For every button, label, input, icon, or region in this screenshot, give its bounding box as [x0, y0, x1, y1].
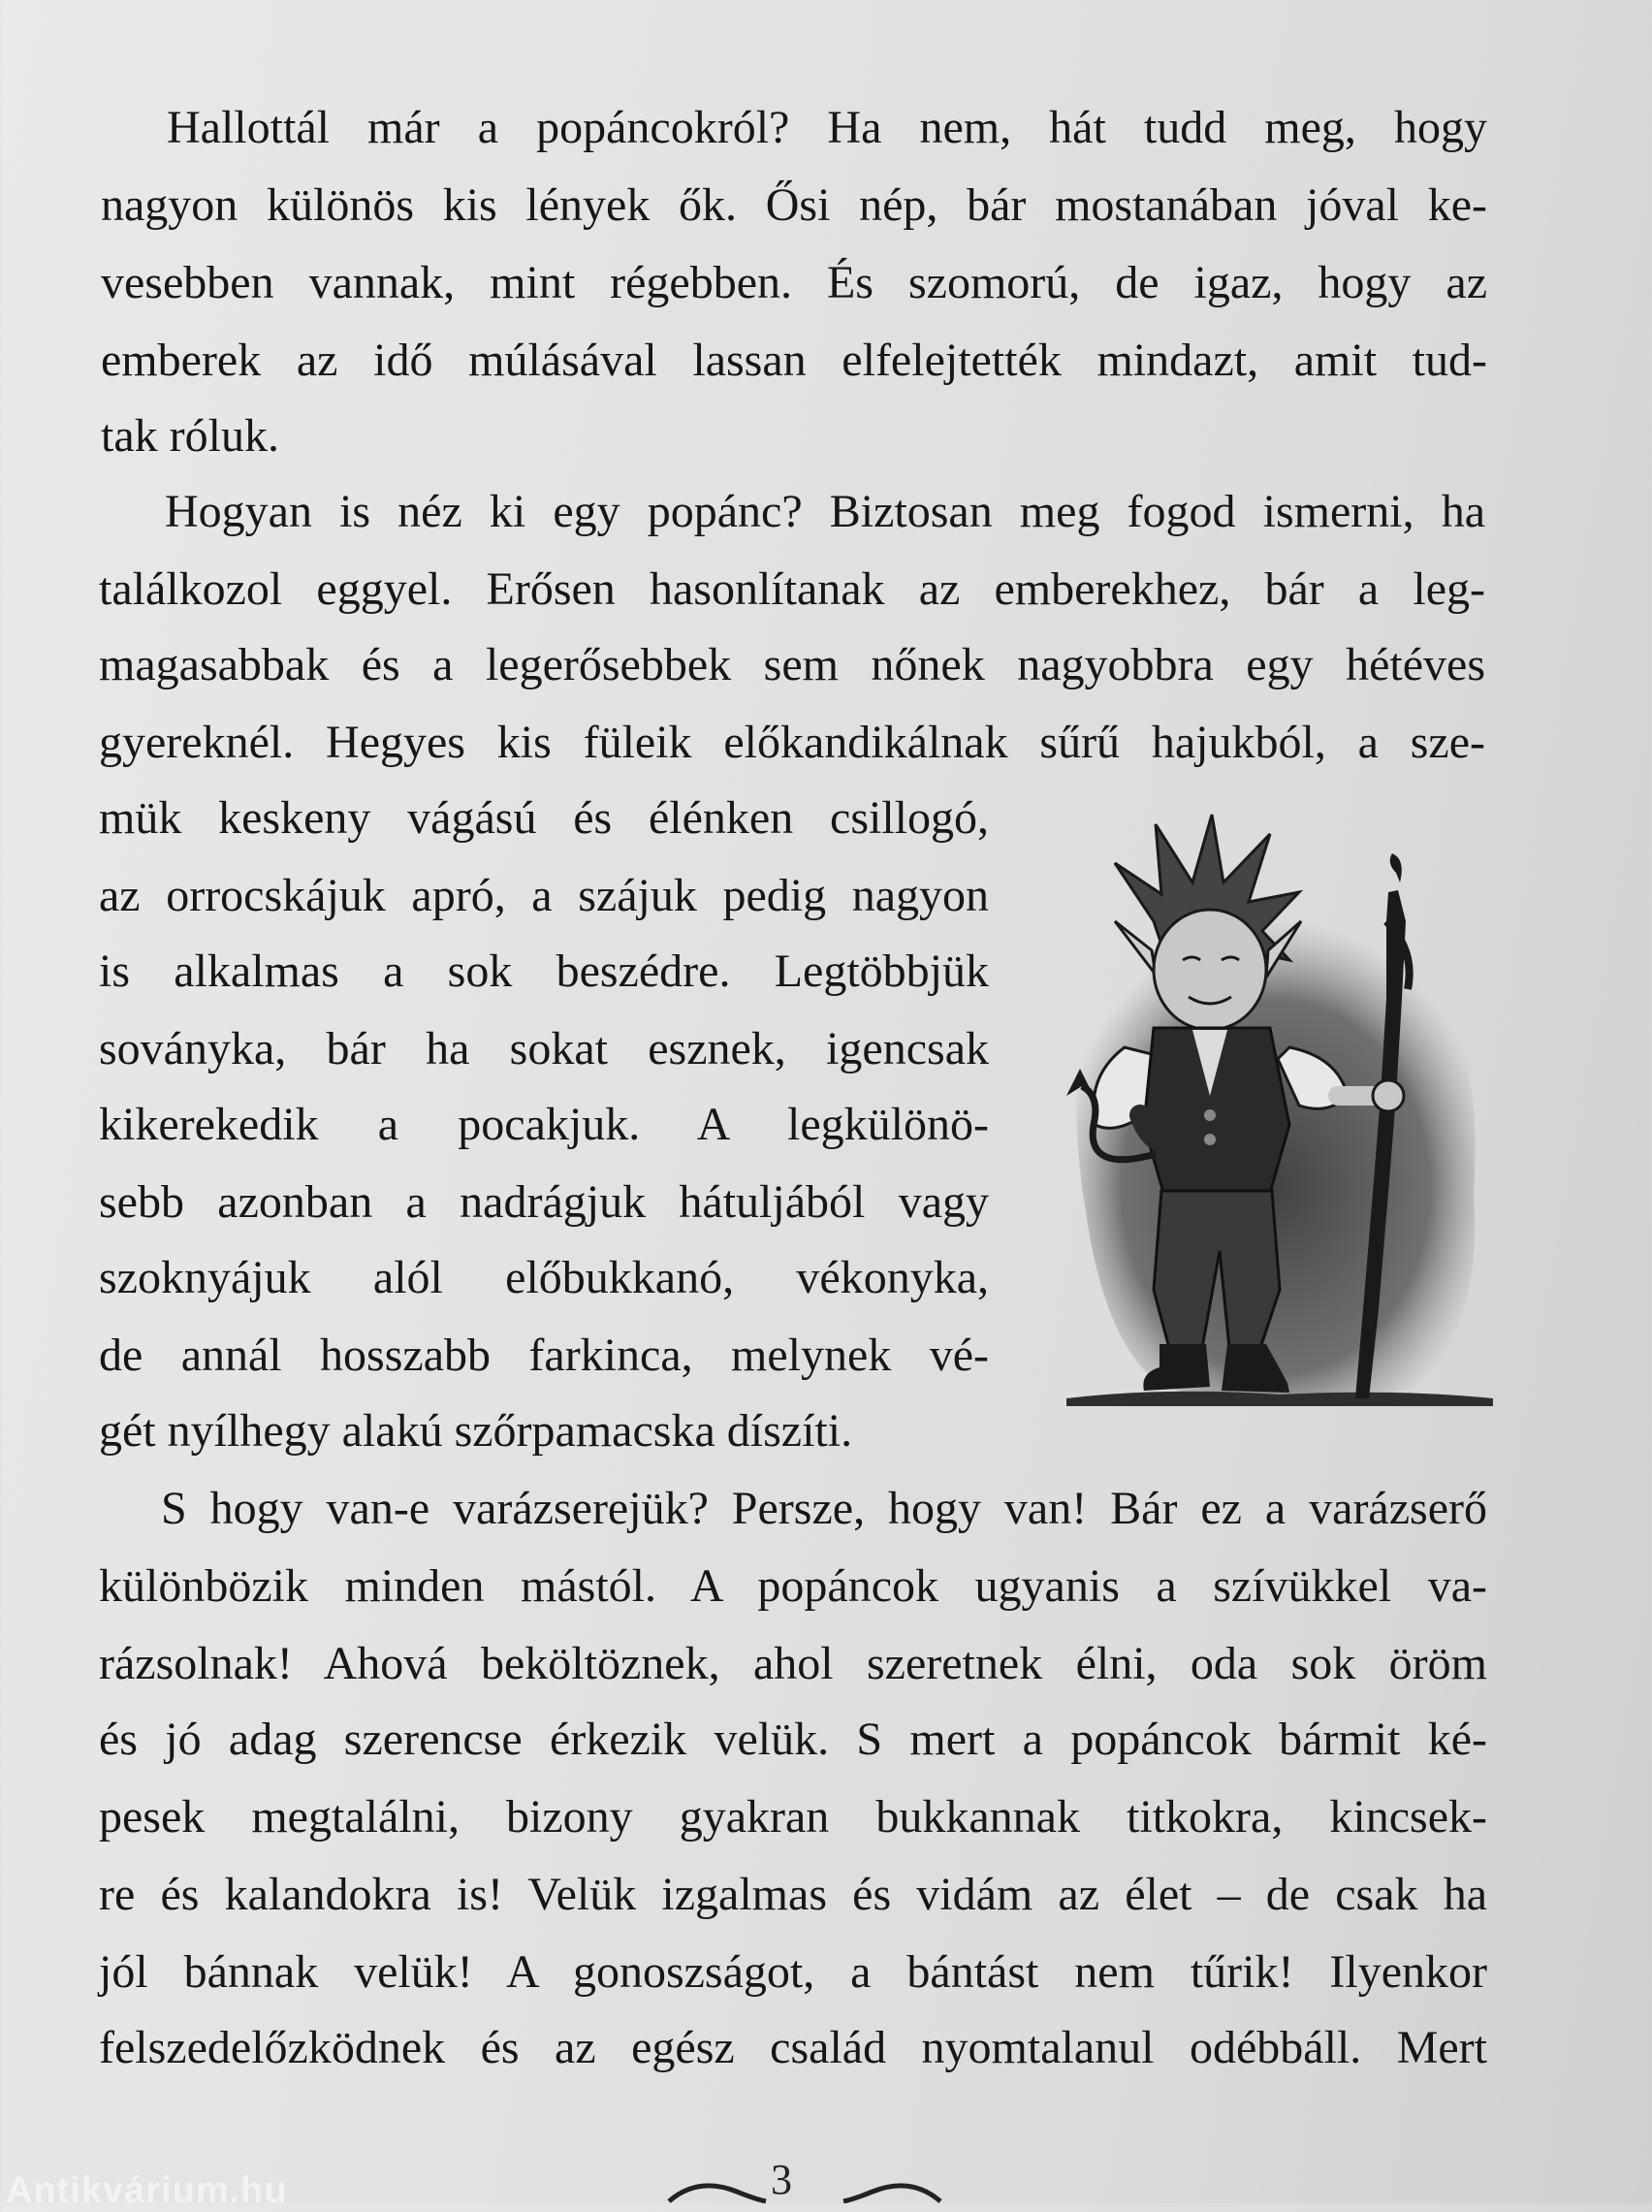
text-line: Hogyan is néz ki egy popánc? Biztosan meg fogod ismerni, ha [165, 486, 1485, 537]
text-line: az orrocskájuk apró, a szájuk pedig nagyon [99, 870, 989, 921]
text-line: vesebben vannak, mint régebben. És szomorú, de igaz, hogy az [101, 257, 1487, 308]
text-line: felszedelőzködnek és az egész család nyomtalanul odébbáll. Mert [99, 2022, 1487, 2073]
page-ornament [659, 2172, 950, 2203]
text-line: rázsolnak! Ahová beköltöznek, ahol szeretnek élni, oda sok öröm [99, 1638, 1487, 1689]
text-line: re és kalandokra is! Velük izgalmas és vidám az élet – de csak ha [99, 1869, 1487, 1920]
text-line: sebb azonban a nadrágjuk hátuljából vagy [99, 1176, 989, 1228]
text-line: kikerekedik a pocakjuk. A legkülönö- [99, 1099, 989, 1150]
text-line: gét nyílhegy alakú szőrpamacska díszíti. [99, 1405, 853, 1457]
text-line: emberek az idő múlásával lassan elfelejtették mindazt, amit tud- [101, 335, 1487, 386]
text-line: mük keskeny vágású és élénken csillogó, [99, 792, 989, 844]
text-line: szoknyájuk alól előbukkanó, vékonyka, [99, 1252, 989, 1303]
text-line: és jó adag szerencse érkezik velük. S mert a popáncok bármit ké- [99, 1714, 1487, 1765]
text-line: tak róluk. [101, 410, 279, 462]
watermark: Antikvárium.hu [6, 2170, 288, 2211]
text-line: is alkalmas a sok beszédre. Legtöbbjük [99, 946, 989, 997]
text-line: jól bánnak velük! A gonoszságot, a bántást nem tűrik! Ilyenkor [99, 1946, 1487, 1998]
text-line: Hallottál már a popáncokról? Ha nem, hát tudd meg, hogy [167, 102, 1487, 153]
text-line: nagyon különös kis lények ők. Ősi nép, bár mostanában jóval ke- [101, 179, 1487, 231]
text-line: találkozol eggyel. Erősen hasonlítanak az emberekhez, bár a leg- [99, 563, 1485, 615]
text-line: soványka, bár ha sokat esznek, igencsak [99, 1023, 989, 1074]
text-line: különbözik minden mástól. A popáncok ugyanis a szívükkel va- [99, 1560, 1487, 1612]
text-line: gyereknél. Hegyes kis füleik előkandikálnak sűrű hajukból, a sze- [99, 717, 1485, 768]
text-line: de annál hosszabb farkinca, melynek vé- [99, 1330, 989, 1381]
popanc-illustration [1047, 805, 1503, 1426]
text-line: magasabbak és a legerősebbek sem nőnek nagyobbra egy hétéves [99, 639, 1485, 690]
text-line: pesek megtalálni, bizony gyakran bukkannak titkokra, kincsek- [99, 1791, 1487, 1843]
page-number: 3 [771, 2156, 792, 2203]
text-line: S hogy van-e varázserejük? Persze, hogy van! Bár ez a varázserő [161, 1483, 1487, 1534]
